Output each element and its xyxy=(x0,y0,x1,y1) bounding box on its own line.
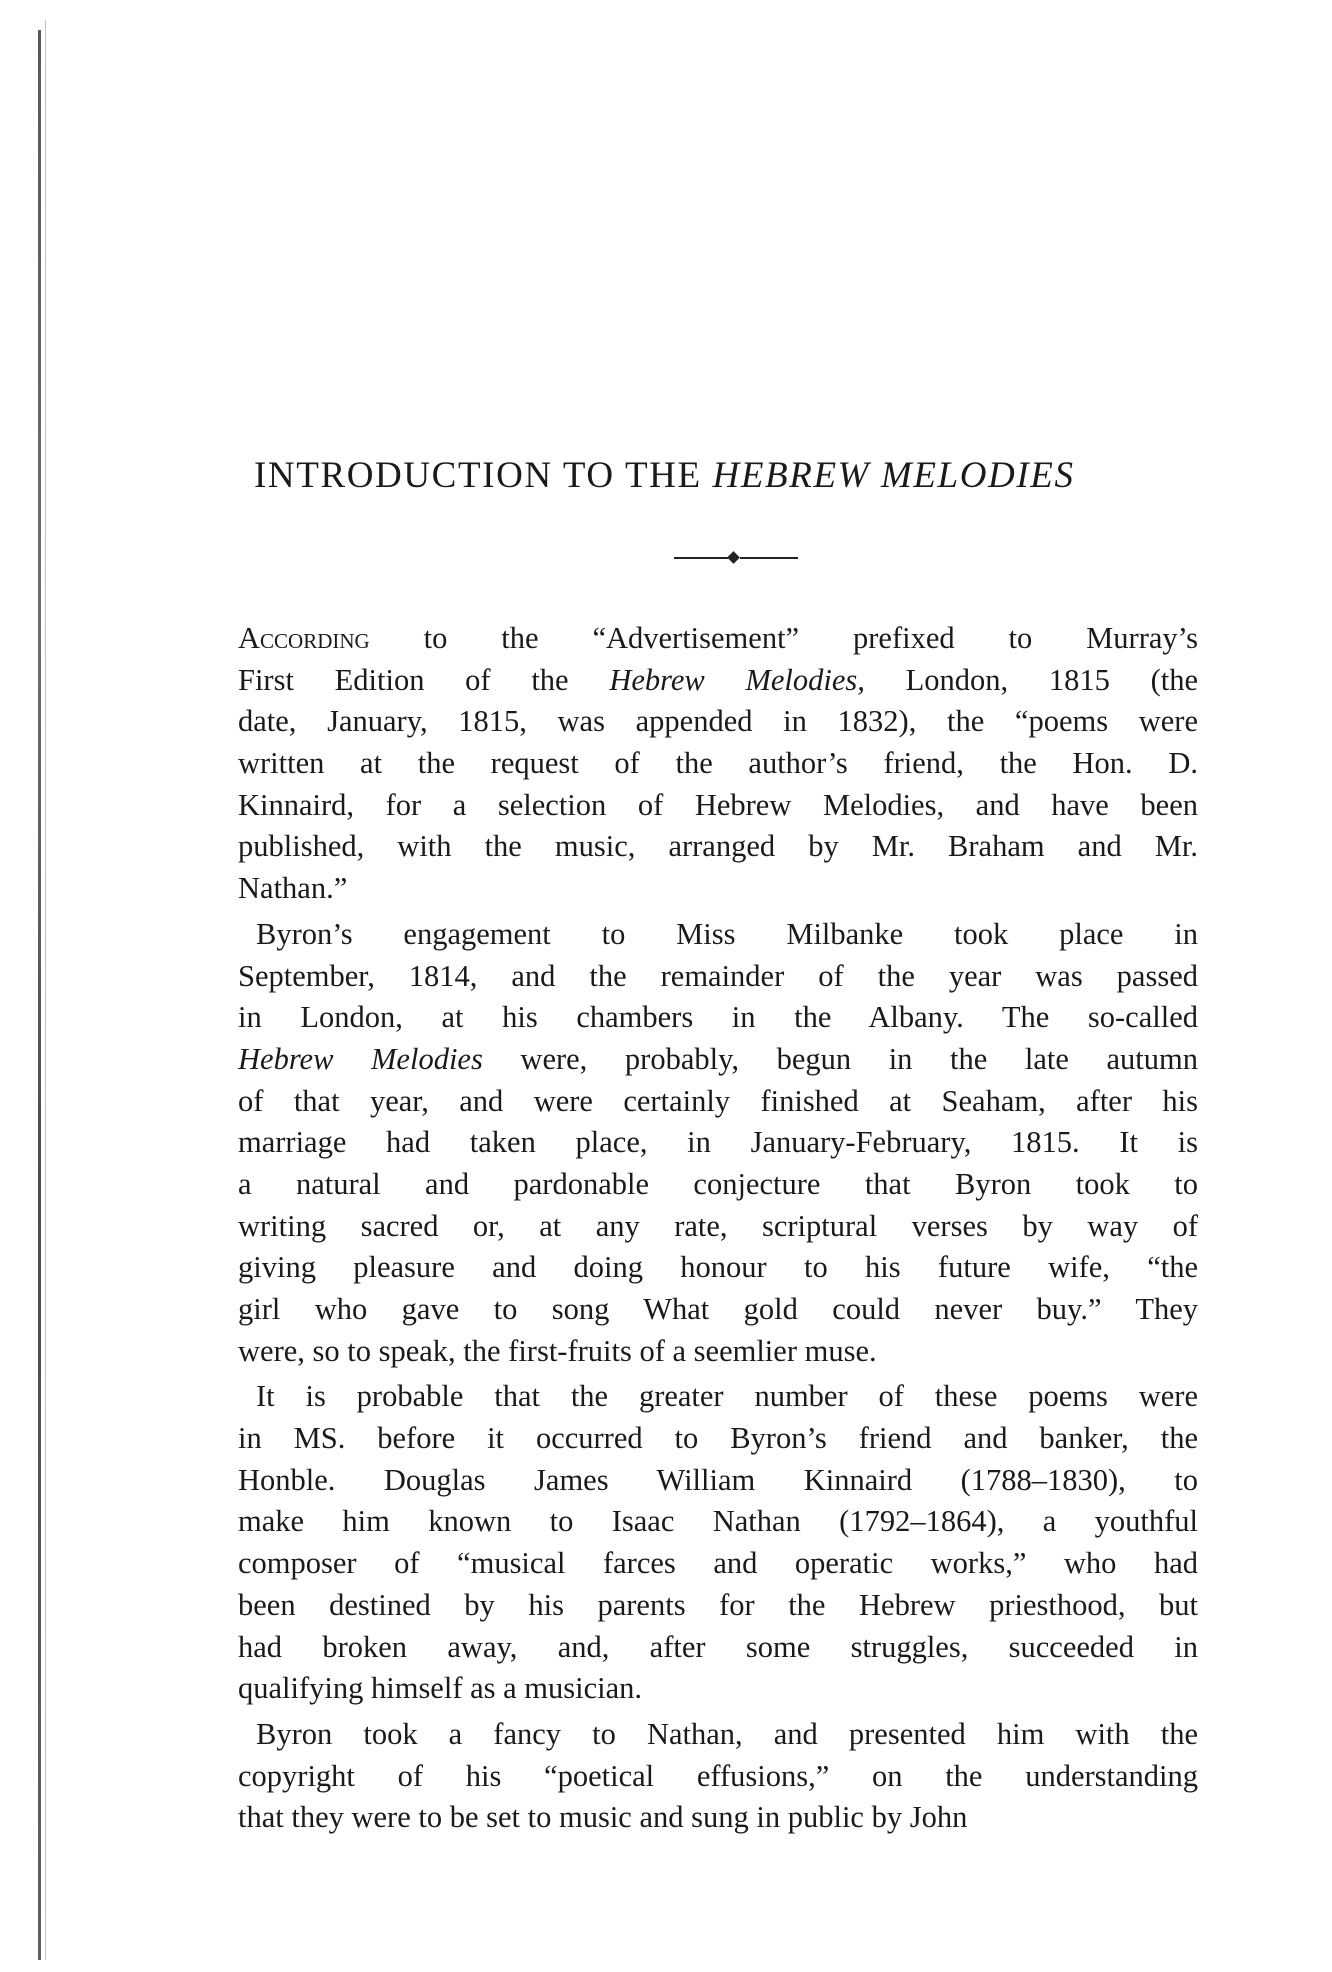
text-line xyxy=(238,1247,1198,1289)
body-text xyxy=(238,618,1198,1839)
text-run: marriage had taken place, in January-February, 1815. It is xyxy=(238,1125,1198,1160)
chapter-heading xyxy=(254,454,1204,497)
ornament-rule-right xyxy=(740,557,798,559)
text-run: Byron’s engagement to Miss Milbanke took place in xyxy=(256,916,1198,951)
small-caps-word: According xyxy=(238,621,370,655)
text-run: a natural and pardonable conjecture that Byron took to xyxy=(238,1166,1198,1201)
text-run: qualifying himself as a musician. xyxy=(238,1671,643,1706)
text-line xyxy=(238,660,1198,702)
text-line xyxy=(238,997,1198,1039)
text-run: in MS. before it occurred to Byron’s friend and banker, the xyxy=(238,1421,1198,1456)
italic-title: Hebrew Melodies xyxy=(238,1041,483,1076)
text-line xyxy=(238,701,1198,743)
text-line xyxy=(238,1376,1198,1418)
text-run: copyright of his “poetical effusions,” on the understanding xyxy=(238,1758,1198,1793)
text-line xyxy=(238,1206,1198,1248)
text-run: Kinnaird, for a selection of Hebrew Melodies, and have been xyxy=(238,787,1198,822)
text-run: that they were to be set to music and sung in public by John xyxy=(238,1800,968,1835)
text-line xyxy=(238,1289,1198,1331)
binding-edge-shadow xyxy=(45,20,46,1960)
text-line xyxy=(238,914,1198,956)
text-line xyxy=(238,1460,1198,1502)
text-line xyxy=(238,1039,1198,1081)
heading-italic-title: HEBREW MELODIES xyxy=(712,455,1075,496)
text-run: composer of “musical farces and operatic works,” who had xyxy=(238,1546,1198,1581)
paragraph xyxy=(238,618,1198,910)
ornament-diamond xyxy=(727,551,740,564)
ornament-rule-left xyxy=(674,557,728,559)
text-run: Honble. Douglas James William Kinnaird (1788–1830), to xyxy=(238,1462,1198,1497)
text-line xyxy=(238,1797,1198,1839)
text-line xyxy=(238,826,1198,868)
text-line xyxy=(238,1668,1198,1710)
text-line xyxy=(238,1627,1198,1669)
text-line xyxy=(238,743,1198,785)
text-line xyxy=(238,956,1198,998)
text-line xyxy=(238,1164,1198,1206)
text-run: to the “Advertisement” prefixed to Murray’s xyxy=(369,621,1198,655)
text-line xyxy=(238,868,1198,910)
paragraph xyxy=(238,1376,1198,1710)
text-run: Byron took a fancy to Nathan, and presented him with the xyxy=(256,1716,1198,1751)
text-line xyxy=(238,1714,1198,1756)
text-run: giving pleasure and doing honour to his future wife, “the xyxy=(238,1250,1198,1285)
text-line xyxy=(238,1418,1198,1460)
paragraph xyxy=(238,1714,1198,1839)
text-run: writing sacred or, at any rate, scriptural verses by way of xyxy=(238,1208,1198,1243)
text-line xyxy=(238,618,1198,660)
text-line xyxy=(238,1331,1198,1373)
italic-title: Hebrew Melodies, xyxy=(609,662,865,697)
text-run: make him known to Isaac Nathan (1792–1864), a youthful xyxy=(238,1504,1198,1539)
text-line xyxy=(238,1543,1198,1585)
heading-prefix: INTRODUCTION TO THE xyxy=(254,455,713,496)
text-run: of that year, and were certainly finished at Seaham, after his xyxy=(238,1083,1198,1118)
text-run: First Edition of the xyxy=(238,662,610,697)
text-line xyxy=(238,1081,1198,1123)
text-line xyxy=(238,1585,1198,1627)
text-line xyxy=(238,1501,1198,1543)
heading-ornament xyxy=(674,552,798,564)
paragraph xyxy=(238,914,1198,1373)
text-line xyxy=(238,1122,1198,1164)
text-run: Nathan.” xyxy=(238,871,348,906)
text-run: girl who gave to song What gold could never buy.” They xyxy=(238,1292,1198,1326)
text-run: were, so to speak, the first-fruits of a seemlier muse. xyxy=(238,1333,877,1368)
text-run: September, 1814, and the remainder of the year was passed xyxy=(238,958,1198,993)
text-run: It is probable that the greater number of these poems were xyxy=(256,1379,1198,1414)
text-run: in London, at his chambers in the Albany. The so-called xyxy=(238,1000,1198,1035)
text-run: had broken away, and, after some struggles, succeeded in xyxy=(238,1629,1198,1664)
text-run: written at the request of the author’s friend, the Hon. D. xyxy=(238,746,1198,781)
text-line xyxy=(238,1756,1198,1798)
text-run: date, January, 1815, was appended in 1832), the “poems were xyxy=(238,704,1198,739)
text-run: been destined by his parents for the Hebrew priesthood, but xyxy=(238,1587,1198,1622)
text-run: were, probably, begun in the late autumn xyxy=(482,1041,1198,1076)
text-run: London, 1815 (the xyxy=(864,662,1198,697)
text-line xyxy=(238,785,1198,827)
binding-edge xyxy=(38,30,41,1960)
text-run: published, with the music, arranged by Mr. Braham and Mr. xyxy=(238,829,1198,864)
